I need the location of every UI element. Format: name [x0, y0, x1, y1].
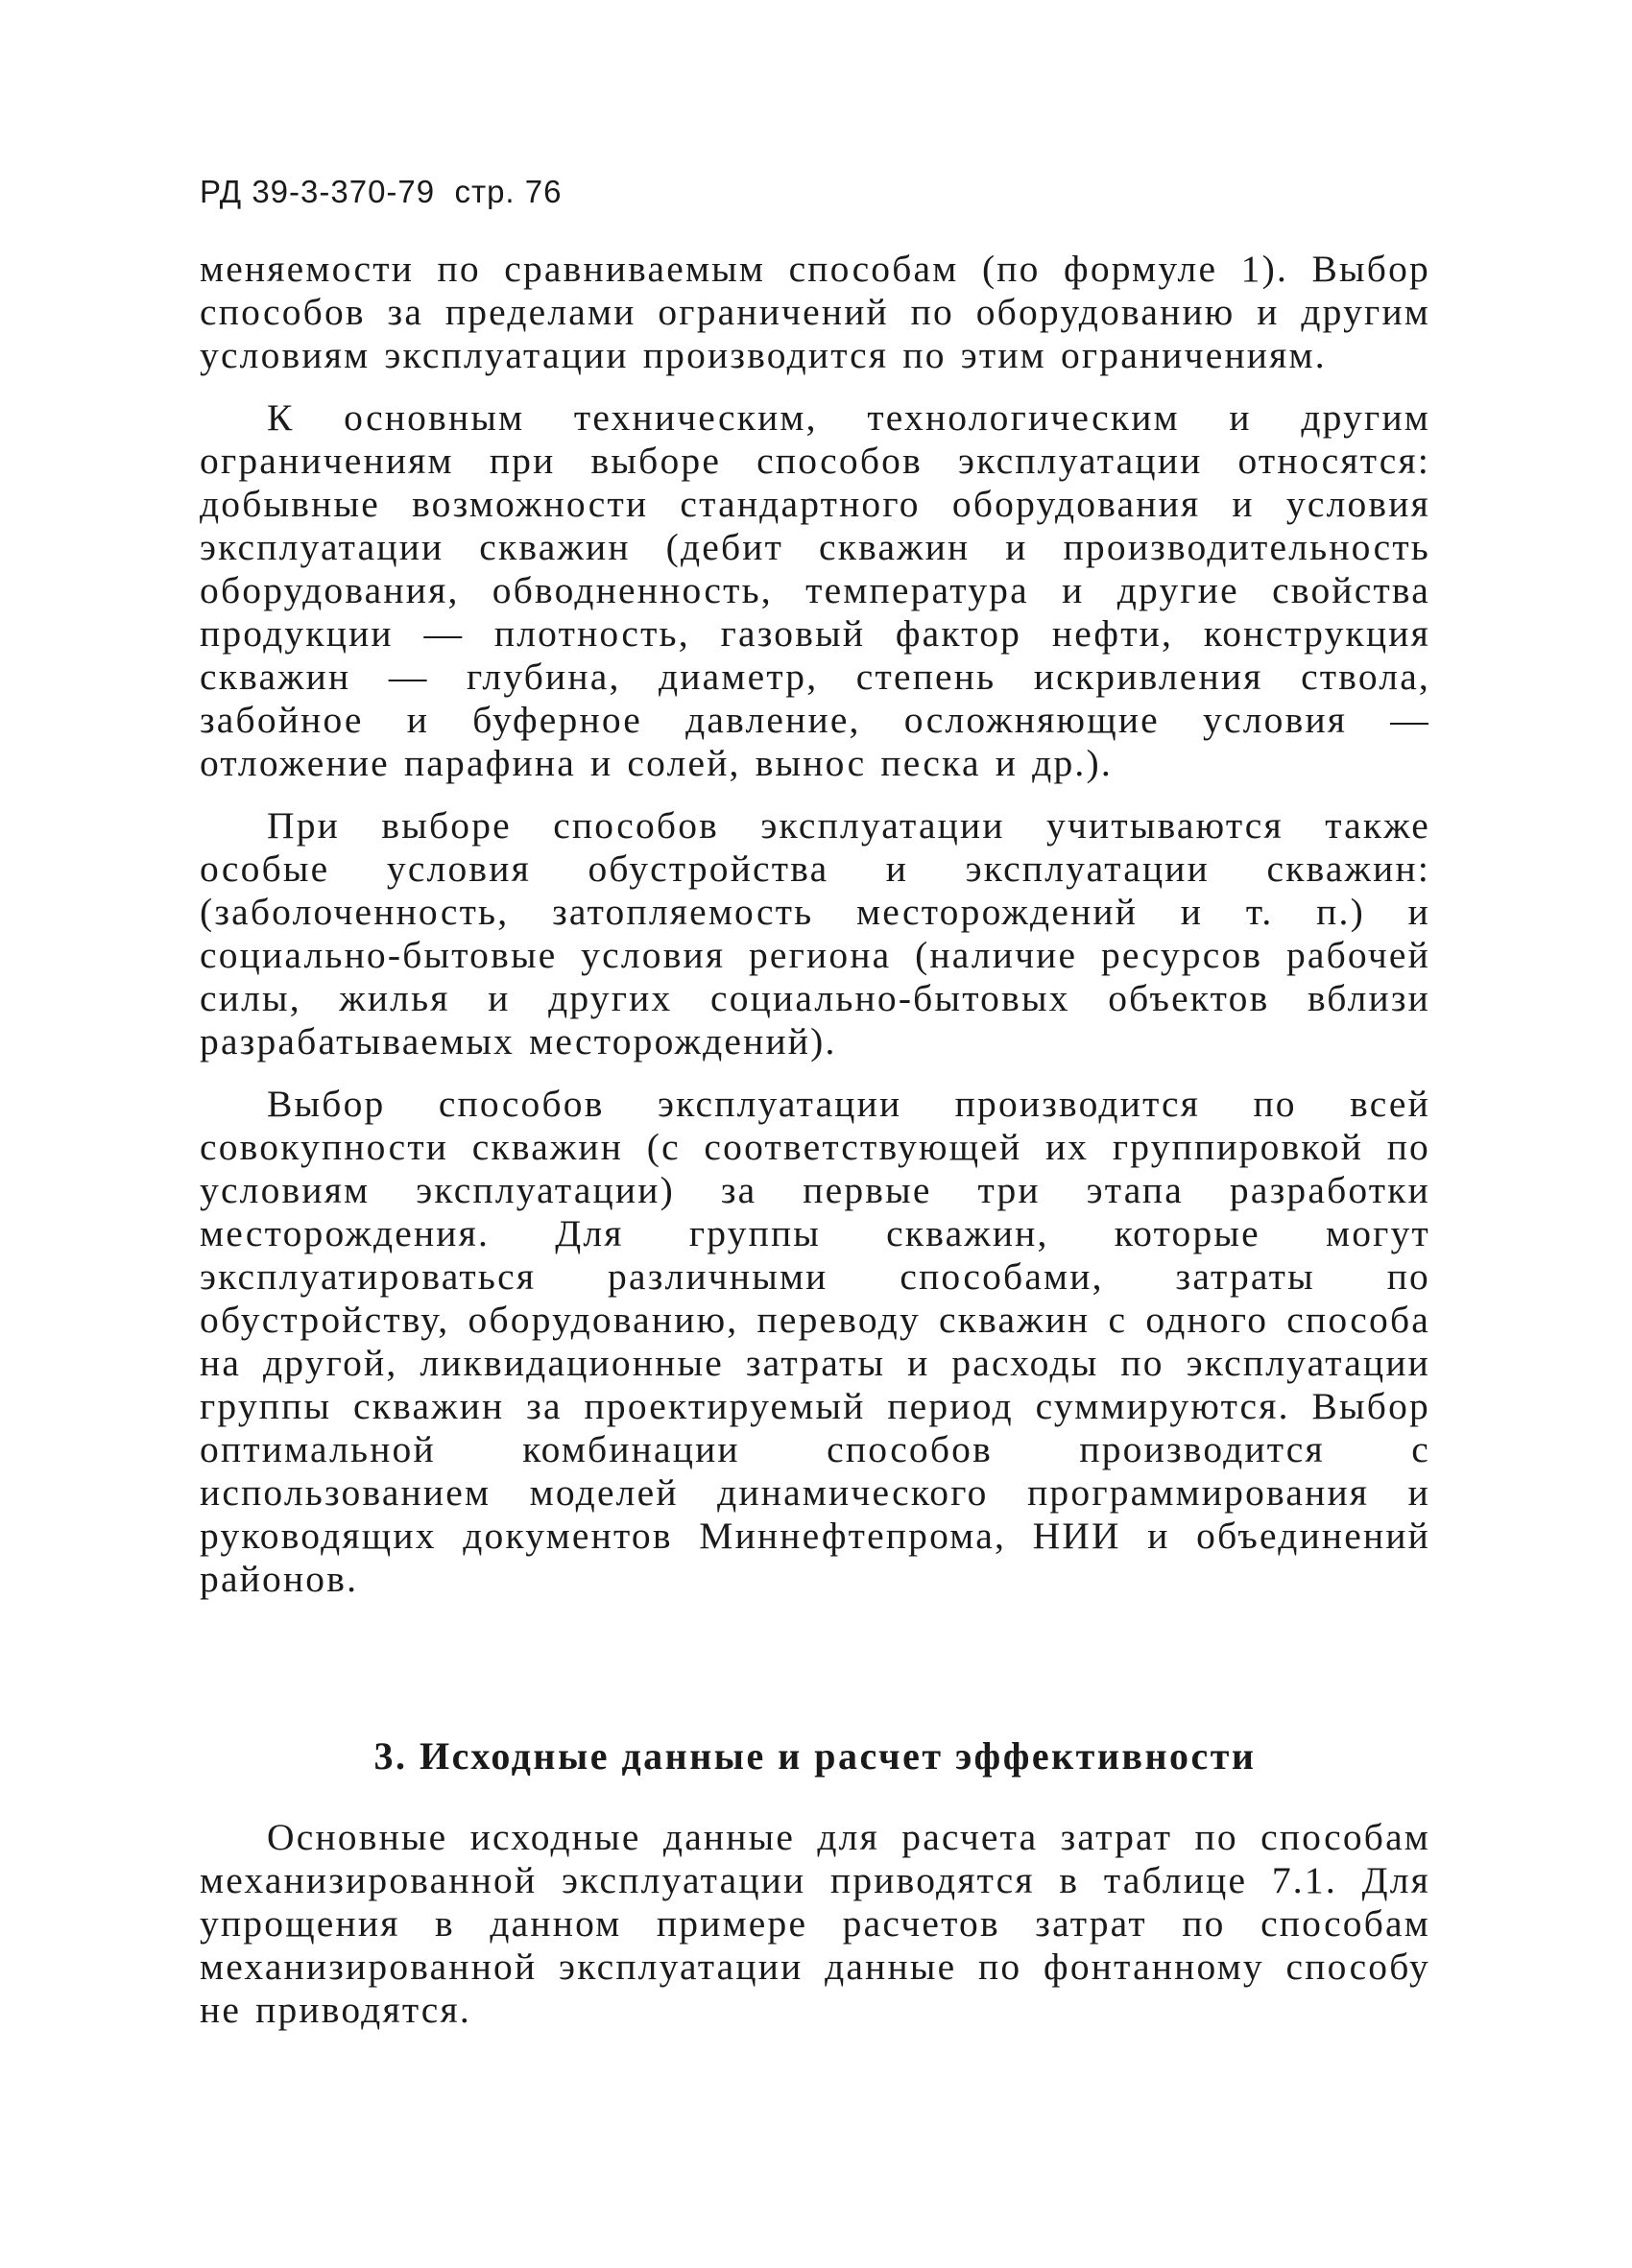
paragraph-continuation: меняемости по сравниваемым способам (по формуле 1). Выбор способов за пределами ограничений по оборудованию и другим условиям эксплуатации производится по этим ограничениям. [200, 248, 1430, 376]
paragraph-input-data: Основные исходные данные для расчета затрат по способам механизированной эксплуатации приводятся в таблице 7.1. Для упрощения в данном примере расчетов затрат по способам механизированной эксплуатации данные по фонтанному способу не приводятся. [200, 1816, 1430, 2031]
section-heading: 3. Исходные данные и расчет эффективности [373, 1734, 1257, 1778]
document-page [200, 171, 1430, 2051]
paragraph-technical-constraints: К основным техническим, технологическим и другим ограничениям при выборе способов эксплуатации относятся: добывные возможности стандартного оборудования и условия эксплуатации скважин (дебит скважин и производительность оборудования, обводненность, температура и другие свойства продукции — плотность, газовый фактор нефти, конструкция скважин — глубина, диаметр, степень искривления ствола, забойное и буферное давление, осложняющие условия — отложение парафина и солей, вынос песка и др.). [200, 396, 1430, 784]
running-header [200, 171, 1430, 213]
page-number: стр. 76 [454, 174, 563, 209]
paragraph-method-selection: Выбор способов эксплуатации производится по всей совокупности скважин (с соответствующей их группировкой по условиям эксплуатации) за первые три этапа разработки месторождения. Для группы скважин, которые могут эксплуатироваться различными способами, затраты по обустройству, оборудованию, переводу скважин с одного способа на другой, ликвидационные затраты и расходы по эксплуатации группы скважин за проектируемый период суммируются. Выбор оптимальной комбинации способов производится с использованием моделей динамического программирования и руководящих документов Миннефтепрома, НИИ и объединений районов. [200, 1083, 1430, 1600]
paragraph-special-conditions: При выборе способов эксплуатации учитываются также особые условия обустройства и эксплуатации скважин: (заболоченность, затопляемость месторождений и т. п.) и социально-бытовые условия региона (наличие ресурсов рабочей силы, жилья и других социально-бытовых объектов вблизи разрабатываемых месторождений). [200, 804, 1430, 1062]
document-code: РД 39-3-370-79 [200, 174, 436, 209]
